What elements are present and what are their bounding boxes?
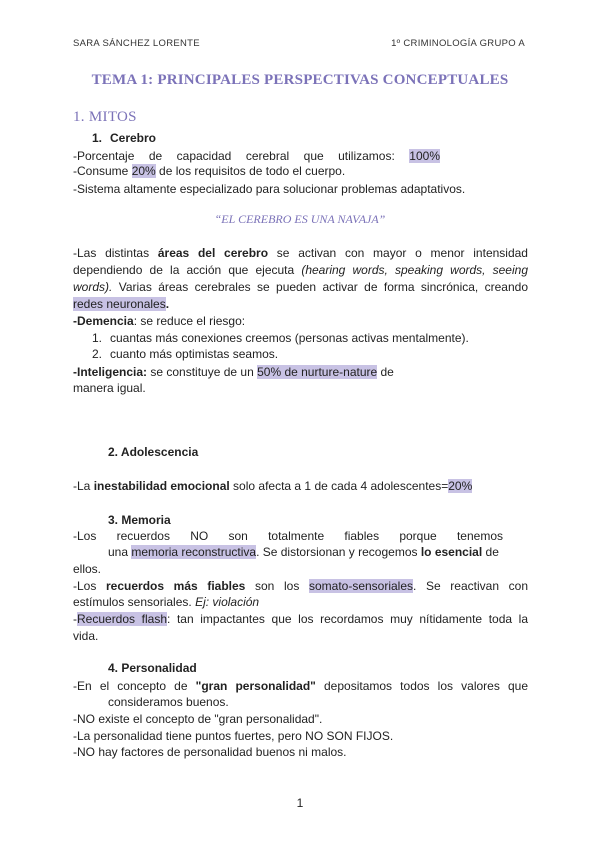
highlight: 20% <box>131 164 156 178</box>
areas-line-2 <box>73 262 528 279</box>
text: de <box>482 545 499 559</box>
adolescencia-line <box>73 478 528 495</box>
text: de <box>377 365 394 379</box>
highlight: Recuerdos flash <box>77 612 167 626</box>
document-title: TEMA 1: PRINCIPALES PERSPECTIVAS CONCEPTUALES <box>91 72 509 88</box>
text: : tan impactantes que los recordamos muy nítidamente toda la <box>167 612 529 626</box>
bold-text: inestabilidad emocional <box>93 479 230 493</box>
memoria-line-2 <box>108 544 528 561</box>
text: . Se reactivan con <box>413 579 528 593</box>
text: depositamos todos los valores que <box>315 679 529 693</box>
subheading-personalidad: 4. Personalidad <box>108 661 197 675</box>
text: -Porcentaje de capacidad cerebral que utilizamos: <box>73 149 395 163</box>
subheading-cerebro <box>92 131 156 145</box>
item-number: 2. <box>92 347 103 361</box>
header-course: 1º CRIMINOLOGÍA GRUPO A <box>391 38 525 49</box>
demencia-line <box>73 313 528 330</box>
subheading-text: Cerebro <box>110 131 157 145</box>
personalidad-line-5: -NO hay factores de personalidad buenos ni malos. <box>73 745 347 759</box>
text: se activan con mayor o menor intensidad <box>268 246 528 260</box>
text: -Los <box>73 579 106 593</box>
memoria-line-5 <box>73 594 528 611</box>
personalidad-line-3: -NO existe el concepto de "gran personalidad". <box>73 712 323 726</box>
cerebro-line-2 <box>73 163 528 180</box>
text: -Las distintas <box>73 246 158 260</box>
page-number: 1 <box>296 796 304 810</box>
highlight: 50% de nurture-nature <box>257 365 378 379</box>
text: solo afecta a 1 de cada 4 adolescentes= <box>229 479 449 493</box>
demencia-item-2 <box>92 346 547 363</box>
text: estímulos sensoriales. <box>73 595 196 609</box>
text: : se reduce el riesgo: <box>133 314 246 328</box>
bold-text: recuerdos más fiables <box>106 579 246 593</box>
bold-text: "gran personalidad" <box>195 679 316 693</box>
italic-text: Ej: violación <box>195 595 260 609</box>
text: una <box>108 545 132 559</box>
personalidad-line-2: consideramos buenos. <box>108 695 229 709</box>
subheading-adolescencia: 2. Adolescencia <box>108 445 199 459</box>
subheading-memoria: 3. Memoria <box>108 513 171 527</box>
text: de los requisitos de todo el cuerpo. <box>155 164 346 178</box>
highlight: 100% <box>409 149 440 163</box>
highlight: somato-sensoriales <box>308 579 414 593</box>
bold-text: áreas del cerebro <box>157 246 269 260</box>
subheading-number: 1. <box>92 131 103 145</box>
personalidad-line-1 <box>73 678 528 695</box>
memoria-line-3: ellos. <box>73 562 102 576</box>
memoria-line-6 <box>73 611 528 628</box>
bold-text: . <box>165 297 170 311</box>
text: . Se distorsionan y recogemos <box>256 545 421 559</box>
personalidad-line-4: -La personalidad tiene puntos fuertes, pero NO SON FIJOS. <box>73 729 394 743</box>
memoria-line-1: -Los recuerdos NO son totalmente fiables porque tenemos <box>73 529 503 543</box>
italic-text: (hearing words, speaking words, seeing <box>301 263 528 277</box>
bold-text: -Inteligencia: <box>73 365 148 379</box>
cerebro-line-3: -Sistema altamente especializado para solucionar problemas adaptativos. <box>73 182 466 196</box>
text: -Consume <box>73 164 132 178</box>
highlight: memoria reconstructiva <box>131 545 257 559</box>
areas-line-1 <box>73 245 528 262</box>
section-heading-mitos: 1. MITOS <box>73 109 137 125</box>
text: Varias áreas cerebrales se pueden activar de forma sincrónica, creando <box>112 280 528 294</box>
text: -En el concepto de <box>73 679 196 693</box>
text: se constituye de un <box>147 365 258 379</box>
memoria-line-4 <box>73 578 528 595</box>
italic-text: words). <box>73 280 113 294</box>
areas-line-4 <box>73 296 528 313</box>
inteligencia-line-1 <box>73 364 528 381</box>
inteligencia-line-2: manera igual. <box>73 381 146 395</box>
highlight: redes neuronales <box>73 297 166 311</box>
text: son los <box>245 579 309 593</box>
bold-text: lo esencial <box>420 545 483 559</box>
item-text: cuantas más conexiones creemos (personas activas mentalmente). <box>110 331 469 345</box>
areas-line-3 <box>73 279 528 296</box>
header-author: SARA SÁNCHEZ LORENTE <box>73 38 200 49</box>
demencia-item-1 <box>92 330 547 347</box>
text: dependiendo de la acción que ejecuta <box>73 263 302 277</box>
text: -La <box>73 479 94 493</box>
item-number: 1. <box>92 331 103 345</box>
bold-text: -Demencia <box>73 314 134 328</box>
quote: “EL CEREBRO ES UNA NAVAJA” <box>214 212 386 226</box>
memoria-line-7: vida. <box>73 629 99 643</box>
item-text: cuanto más optimistas seamos. <box>110 347 279 361</box>
highlight: 20% <box>448 479 473 493</box>
text: - <box>73 612 77 626</box>
